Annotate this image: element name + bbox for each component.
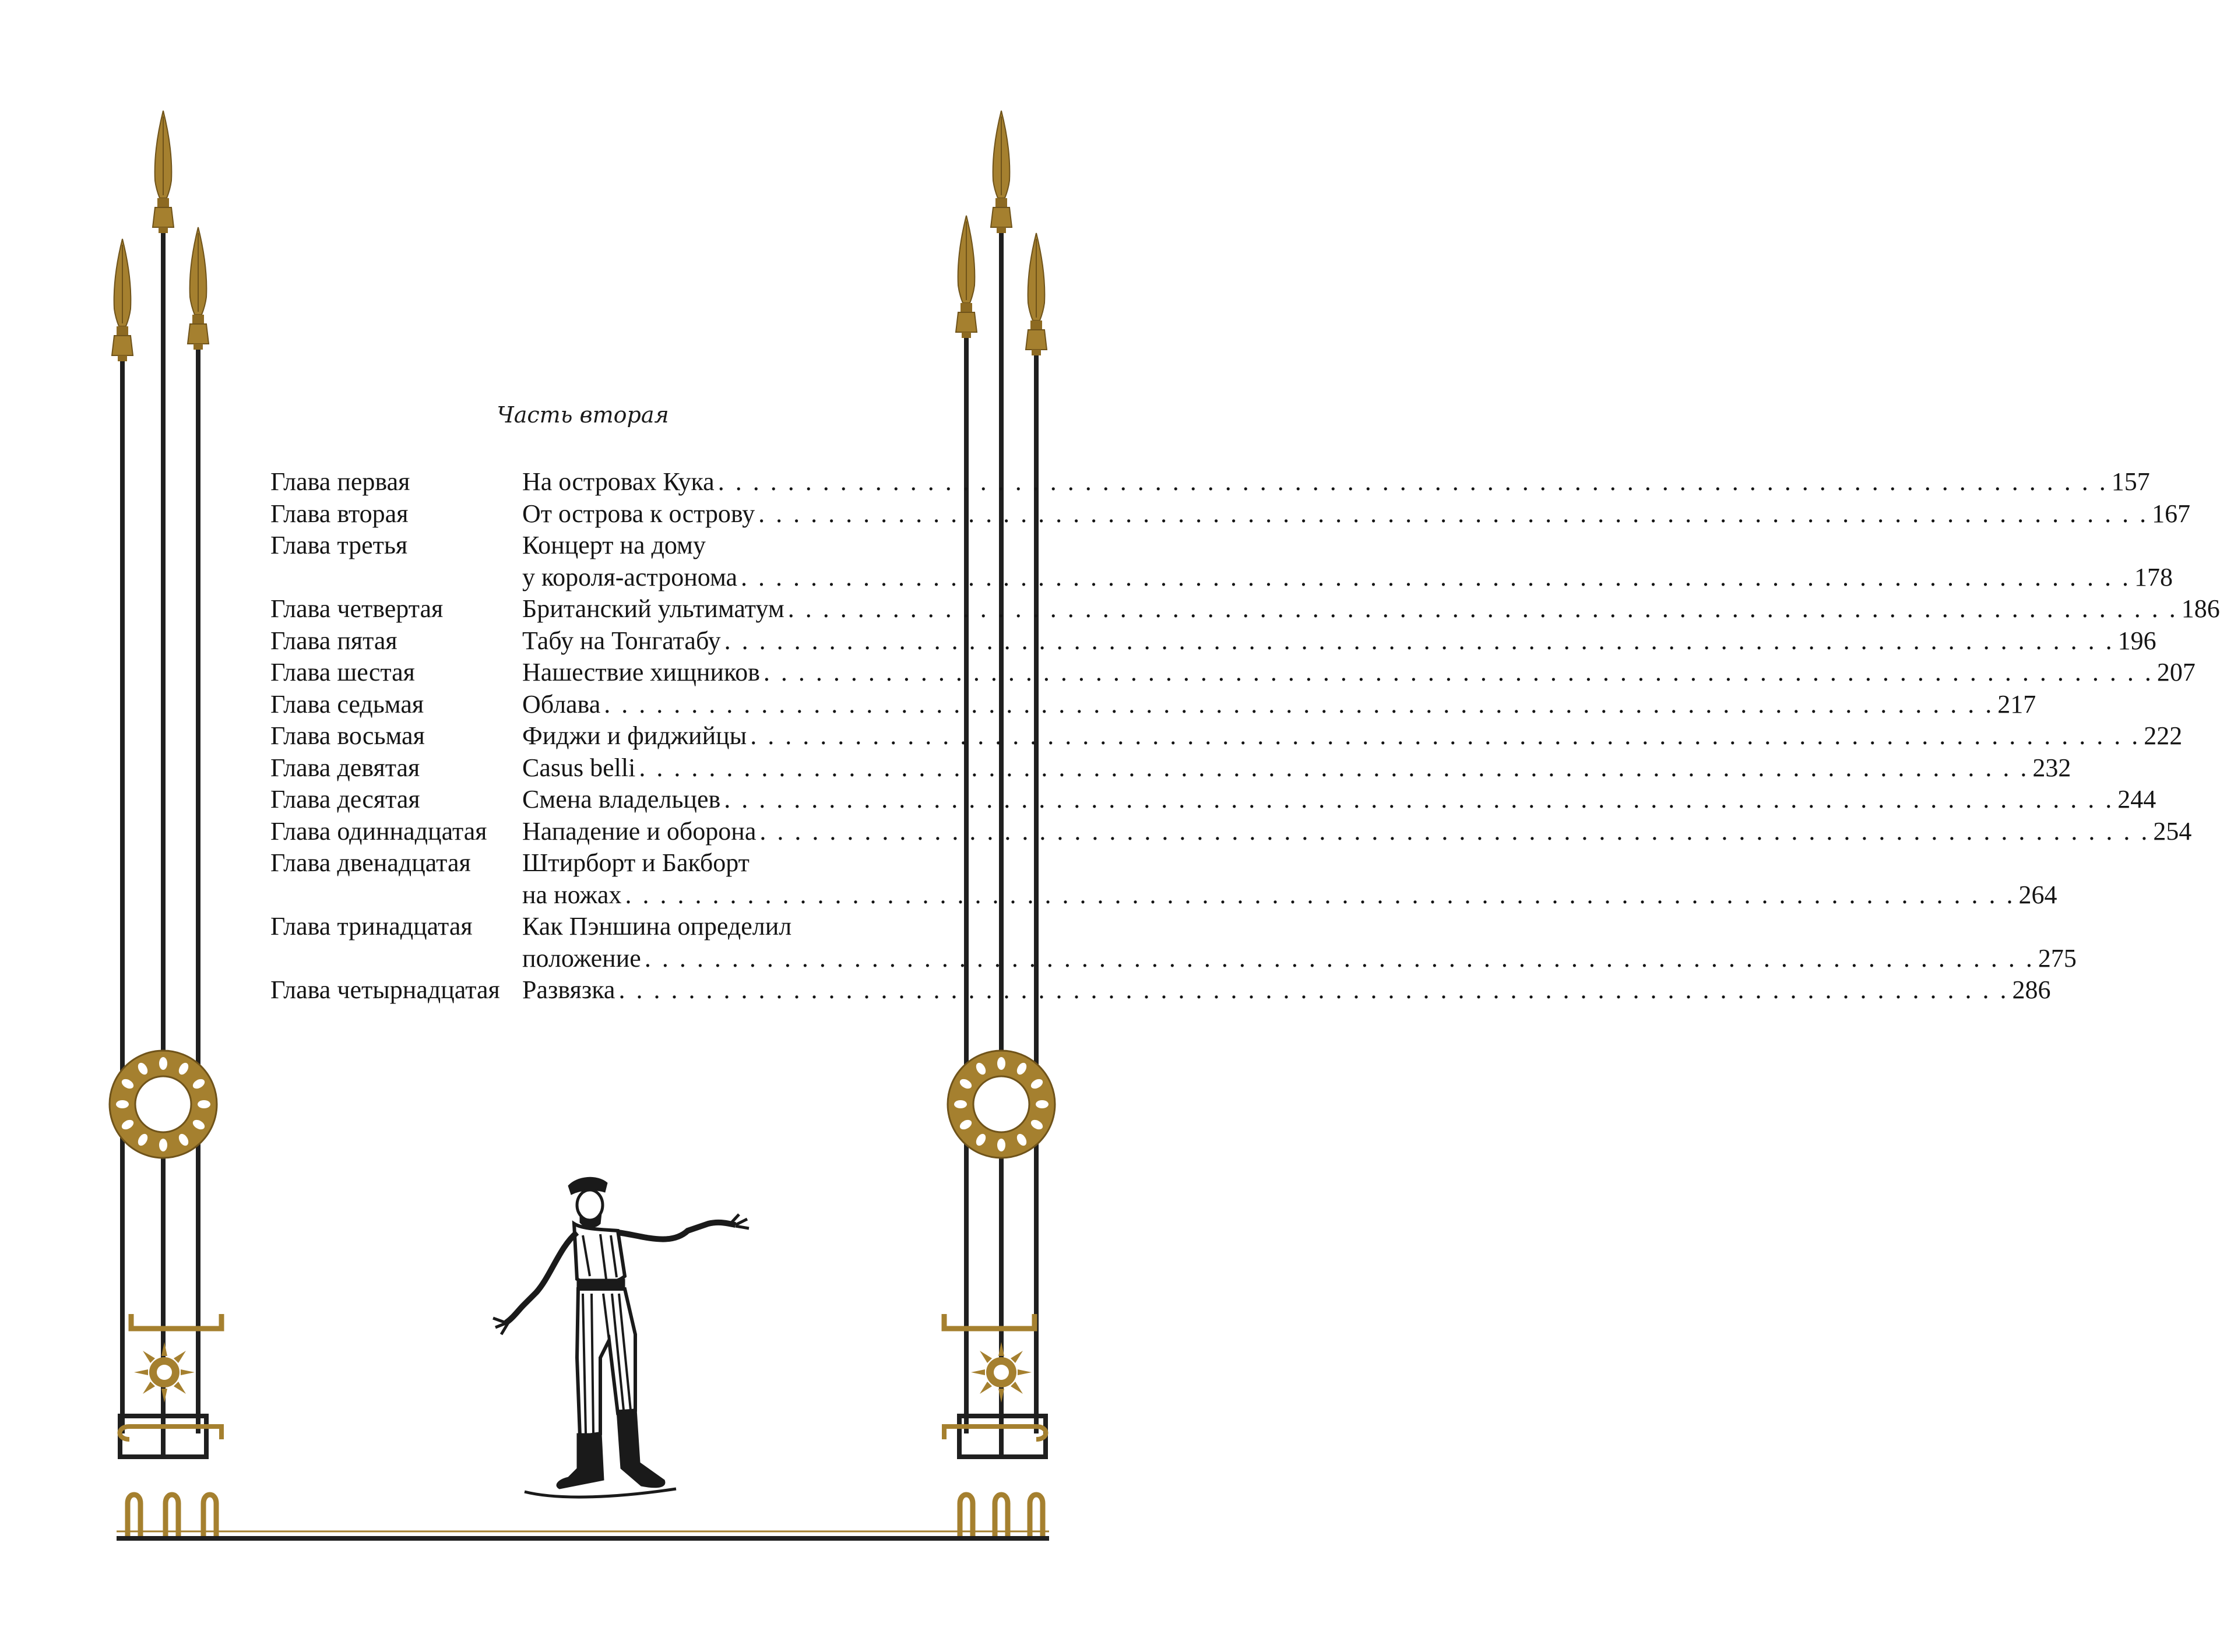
toc-entry xyxy=(522,752,2071,784)
toc-entry xyxy=(522,530,2173,593)
toc-chapter-label: Глава восьмая xyxy=(270,721,425,750)
toc-leader-dots: . . . . . . . . . . . . . . . . . . . . . . . . . . . . . . . . . . . . . . . . . . . . . . . . . . . . . . . . . . . . . . . . . . . . . . . . . . . . . . . . xyxy=(604,689,1994,718)
toc-leader-dots: . . . . . . . . . . . . . . . . . . . . . . . . . . . . . . . . . . . . . . . . . . . . . . . . . . . . . . . . . . . . . . . . . . . . . . . . . . . . . . . . xyxy=(750,721,2141,750)
toc-chapter-title: Нашествие хищников xyxy=(522,658,760,686)
toc-chapter-label: Глава четвертая xyxy=(270,594,444,623)
toc-page-number: 178 xyxy=(2134,562,2173,591)
toc-chapter-title: положение xyxy=(522,943,641,973)
toc-row xyxy=(270,752,2071,784)
toc-chapter-label: Глава тринадцатая xyxy=(270,912,473,941)
toc-chapter-title: на ножах xyxy=(522,880,622,909)
toc-page-number: 196 xyxy=(2117,626,2156,655)
toc-entry xyxy=(522,974,2050,1006)
toc-row xyxy=(270,530,2173,593)
toc-row xyxy=(270,498,2191,530)
toc-row xyxy=(270,625,2156,657)
toc-row xyxy=(270,466,2150,498)
toc-entry xyxy=(522,784,2156,816)
toc-chapter-title: Облава xyxy=(522,689,601,718)
toc-chapter-label: Глава пятая xyxy=(270,626,397,655)
toc-chapter-title: На островах Кука xyxy=(522,467,715,496)
toc-entry xyxy=(522,498,2190,530)
toc-entry xyxy=(522,689,2036,721)
toc-page-number: 286 xyxy=(2012,975,2051,1004)
toc-entry xyxy=(522,657,2196,689)
toc-page-number: 232 xyxy=(2032,753,2071,782)
toc-page-number: 217 xyxy=(1997,689,2036,718)
toc-row xyxy=(270,911,2077,974)
toc-row xyxy=(270,816,2192,848)
toc-page-number: 254 xyxy=(2153,816,2192,846)
toc-chapter-title: Штирборт и Бакборт xyxy=(522,848,750,877)
toc-row xyxy=(270,784,2156,816)
toc-row xyxy=(270,974,2051,1006)
toc-chapter-title: Casus belli xyxy=(522,753,636,782)
toc-entry xyxy=(522,911,2077,974)
toc-chapter-title: Смена владельцев xyxy=(522,785,721,813)
toc-row xyxy=(270,847,2057,911)
toc-chapter-title: Как Пэншина определил xyxy=(522,912,792,941)
toc-entry xyxy=(522,816,2191,848)
toc-leader-dots: . . . . . . . . . . . . . . . . . . . . . . . . . . . . . . . . . . . . . . . . . . . . . . . . . . . . . . . . . . . . . . . . . . . . . . . . . . . . . . . . xyxy=(717,467,2108,496)
toc-leader-dots: . . . . . . . . . . . . . . . . . . . . . . . . . . . . . . . . . . . . . . . . . . . . . . . . . . . . . . . . . . . . . . . . . . . . . . . . . . . . . . . . xyxy=(763,658,2154,686)
toc-chapter-title: Концерт на дому xyxy=(522,531,706,559)
toc-leader-dots: . . . . . . . . . . . . . . . . . . . . . . . . . . . . . . . . . . . . . . . . . . . . . . . . . . . . . . . . . . . . . . . . . . . . . . . . . . . . . . . . xyxy=(787,594,2178,623)
toc-chapter-title: От острова к острову xyxy=(522,499,755,528)
toc-chapter-label: Глава десятая xyxy=(270,785,420,813)
toc-chapter-label: Глава шестая xyxy=(270,658,415,686)
toc-page-number: 264 xyxy=(2018,880,2057,909)
toc-chapter-title: Нападение и оборона xyxy=(522,816,757,846)
toc-chapter-title: Табу на Тонгатабу xyxy=(522,626,721,655)
toc-page-number: 275 xyxy=(2038,943,2077,973)
toc-leader-dots: . . . . . . . . . . . . . . . . . . . . . . . . . . . . . . . . . . . . . . . . . . . . . . . . . . . . . . . . . . . . . . . . . . . . . . . . . . . . . . . . xyxy=(758,499,2149,528)
toc-chapter-label: Глава вторая xyxy=(270,499,409,528)
toc-page-number: 207 xyxy=(2156,658,2196,686)
toc-row xyxy=(270,593,2220,625)
toc-leader-dots: . . . . . . . . . . . . . . . . . . . . . . . . . . . . . . . . . . . . . . . . . . . . . . . . . . . . . . . . . . . . . . . . . . . . . . . . . . . . . . . . xyxy=(644,943,2035,973)
table-of-contents xyxy=(270,466,2220,1006)
toc-entry xyxy=(522,720,2182,752)
toc-chapter-label: Глава четырнадцатая xyxy=(270,975,500,1004)
toc-entry xyxy=(522,847,2057,911)
toc-leader-dots: . . . . . . . . . . . . . . . . . . . . . . . . . . . . . . . . . . . . . . . . . . . . . . . . . . . . . . . . . . . . . . . . . . . . . . . . . . . . . . . . xyxy=(618,975,2009,1004)
toc-chapter-title: Британский ультиматум xyxy=(522,594,784,623)
toc-page-number: 157 xyxy=(2111,467,2150,496)
toc-entry xyxy=(522,625,2156,657)
toc-page-number: 186 xyxy=(2181,594,2220,623)
toc-row xyxy=(270,657,2196,689)
toc-row xyxy=(270,689,2036,721)
toc-chapter-label: Глава третья xyxy=(270,531,408,559)
toc-entry xyxy=(522,593,2220,625)
toc-leader-dots: . . . . . . . . . . . . . . . . . . . . . . . . . . . . . . . . . . . . . . . . . . . . . . . . . . . . . . . . . . . . . . . . . . . . . . . . . . . . . . . . xyxy=(724,626,2115,655)
toc-entry xyxy=(522,466,2150,498)
toc-leader-dots: . . . . . . . . . . . . . . . . . . . . . . . . . . . . . . . . . . . . . . . . . . . . . . . . . . . . . . . . . . . . . . . . . . . . . . . . . . . . . . . . xyxy=(759,816,2150,846)
toc-leader-dots: . . . . . . . . . . . . . . . . . . . . . . . . . . . . . . . . . . . . . . . . . . . . . . . . . . . . . . . . . . . . . . . . . . . . . . . . . . . . . . . . xyxy=(625,880,2015,909)
toc-leader-dots: . . . . . . . . . . . . . . . . . . . . . . . . . . . . . . . . . . . . . . . . . . . . . . . . . . . . . . . . . . . . . . . . . . . . . . . . . . . . . . . . xyxy=(741,562,2131,591)
toc-row xyxy=(270,720,2183,752)
toc-chapter-label: Глава двенадцатая xyxy=(270,848,471,877)
toc-page-number: 222 xyxy=(2144,721,2183,750)
toc-chapter-label: Глава девятая xyxy=(270,753,420,782)
toc-chapter-title: Развязка xyxy=(522,975,615,1004)
sailor-figure-illustration xyxy=(493,1177,749,1497)
toc-leader-dots: . . . . . . . . . . . . . . . . . . . . . . . . . . . . . . . . . . . . . . . . . . . . . . . . . . . . . . . . . . . . . . . . . . . . . . . . . . . . . . . . xyxy=(639,753,2029,782)
toc-page-number: 244 xyxy=(2117,785,2156,813)
left-spear-column xyxy=(110,111,221,1538)
toc-leader-dots: . . . . . . . . . . . . . . . . . . . . . . . . . . . . . . . . . . . . . . . . . . . . . . . . . . . . . . . . . . . . . . . . . . . . . . . . . . . . . . . . xyxy=(724,785,2115,813)
part-title: Часть вторая xyxy=(497,402,669,428)
toc-chapter-title: Фиджи и фиджийцы xyxy=(522,721,747,750)
toc-chapter-label: Глава одиннадцатая xyxy=(270,816,487,846)
toc-chapter-label: Глава седьмая xyxy=(270,689,424,718)
toc-page-number: 167 xyxy=(2152,499,2191,528)
toc-chapter-title: у короля-астронома xyxy=(522,562,738,591)
toc-chapter-label: Глава первая xyxy=(270,467,410,496)
